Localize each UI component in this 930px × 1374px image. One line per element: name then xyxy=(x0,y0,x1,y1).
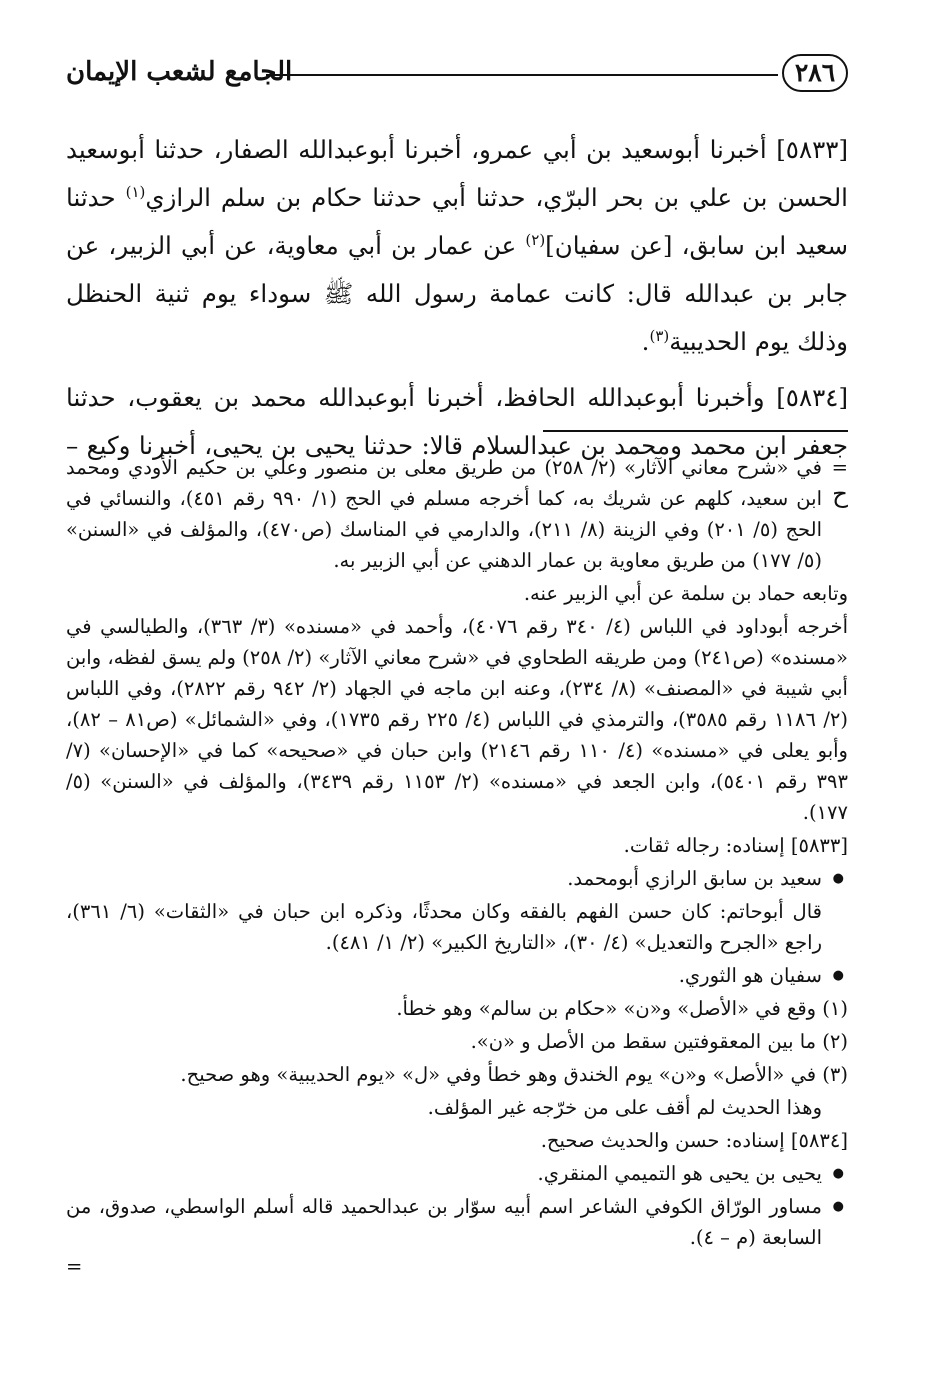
footnote-1: (١) وقع في «الأصل» و«ن» «حكام بن سالم» وهو خطأ. xyxy=(396,997,848,1020)
narrator-item: ● مساور الورّاق الكوفي الشاعر اسم أبيه سوّار بن عبدالحميد قاله أسلم الواسطي، صدوق، من السابعة (م – ٤). xyxy=(66,1191,848,1253)
continuation-mark: = xyxy=(831,456,848,479)
header-rule xyxy=(266,74,778,76)
footnote-divider xyxy=(543,430,848,432)
note-continuation: = في «شرح معاني الآثار» (٢/ ٢٥٨) من طريق معلى بن منصور وعلي بن حكيم الأودي ومحمد ابن سعيد، كلهم عن شريك به، كما أخرجه مسلم في الحج (١/ ٩٩٠ رقم ٤٥١)، والنسائي في الحج (٥/ ٢٠١) وفي الزينة (٨/ ٢١١)، والدارمي في المناسك (ص٤٧٠)، والمؤلف في «السنن» (٥/ ١٧٧) من طريق معاوية بن عمار الدهني عن أبي الزبير به. xyxy=(66,452,848,576)
book-title: الجامع لشعب الإيمان xyxy=(66,57,293,87)
narrator-item: ● يحيى بن يحيى هو التميمي المنقري. xyxy=(66,1158,848,1189)
isnad-heading: [٥٨٣٣] إسناده: رجاله ثقات. xyxy=(623,834,848,857)
page-number: ٢٨٦ xyxy=(782,54,848,92)
note-paragraph: وتابعه حماد بن سلمة عن أبي الزبير عنه. xyxy=(523,582,848,605)
isnad-heading: [٥٨٣٤] إسناده: حسن والحديث صحيح. xyxy=(540,1129,848,1152)
page-header xyxy=(66,52,848,100)
hadith-5833: [٥٨٣٣] أخبرنا أبوسعيد بن أبي عمرو، أخبرنا أبوعبدالله الصفار، حدثنا أبوسعيد الحسن بن علي بن بحر البرّي، حدثنا أبي حدثنا حكام بن سلم الرازي$^{(١)}$ حدثنا سعيد ابن سابق، [عن سفيان]$^{(٢)}$ عن عمار بن أبي معاوية، عن أبي الزبير، عن جابر بن عبدالله قال: كانت عمامة رسول الله ﷺ سوداء يوم ثنية الحنظل وذلك يوم الحديبية$^{(٣)}$. xyxy=(66,135,848,356)
continuation-mark: = xyxy=(66,1255,83,1278)
footnotes xyxy=(66,452,848,1284)
footnote-ref-2: (٢) xyxy=(525,230,546,249)
footnote-2: (٢) ما بين المعقوفتين سقط من الأصل و «ن». xyxy=(470,1030,848,1053)
footnote-3: (٣) في «الأصل» و«ن» يوم الخندق وهو خطأ وفي «ل» «يوم الحديبية» وهو صحيح. xyxy=(180,1063,848,1086)
narrator-item: ● سعيد بن سابق الرازي أبومحمد. xyxy=(66,863,848,894)
note-paragraph: قال أبوحاتم: كان حسن الفهم بالفقه وكان محدثًا، وذكره ابن حبان في «الثقات» (٦/ ٣٦١)، راجع «الجرح والتعديل» (٤/ ٣٠)، «التاريخ الكبير» (٢/ ١/ ٤٨١). xyxy=(66,900,822,954)
note-paragraph: وهذا الحديث لم أقف على من خرّجه غير المؤلف. xyxy=(427,1096,822,1119)
narrator-item: ● سفيان هو الثوري. xyxy=(66,960,848,991)
note-paragraph: أخرجه أبوداود في اللباس (٤/ ٣٤٠ رقم ٤٠٧٦)، وأحمد في «مسنده» (٣/ ٣٦٣)، والطيالسي في «مسنده» (ص٢٤١) ومن طريقه الطحاوي في «شرح معاني الآثار» (٢/ ٢٥٨) ولم يسق لفظه، وابن أبي شيبة في «المصنف» (٨/ ٢٣٤)، وعنه ابن ماجه في الجهاد (٢/ ٩٤٢ رقم ٢٨٢٢)، وفي اللباس (٢/ ١١٨٦ رقم ٣٥٨٥)، والترمذي في اللباس (٤/ ٢٢٥ رقم ١٧٣٥)، وفي «الشمائل» (ص٨١ – ٨٢)، وأبو يعلى في «مسنده» (٤/ ١١٠ رقم ٢١٤٦) وابن حبان في «صحيحه» كما في «الإحسان» (٧/ ٣٩٣ رقم ٥٤٠١)، وابن الجعد في «مسنده» (٢/ ١١٥٣ رقم ٣٤٣٩)، والمؤلف في «السنن» (٥/ ١٧٧). xyxy=(66,615,848,824)
footnote-ref-1: (١) xyxy=(125,182,146,201)
footnote-ref-3: (٣) xyxy=(649,326,670,345)
hadith-5834: [٥٨٣٤] وأخبرنا أبوعبدالله الحافظ، أخبرنا أبوعبدالله محمد بن يعقوب، حدثنا جعفر ابن محمد ومحمد بن عبدالسلام قالا: حدثنا يحيى بن يحيى، أخبرنا وكيع – ح xyxy=(66,383,848,508)
